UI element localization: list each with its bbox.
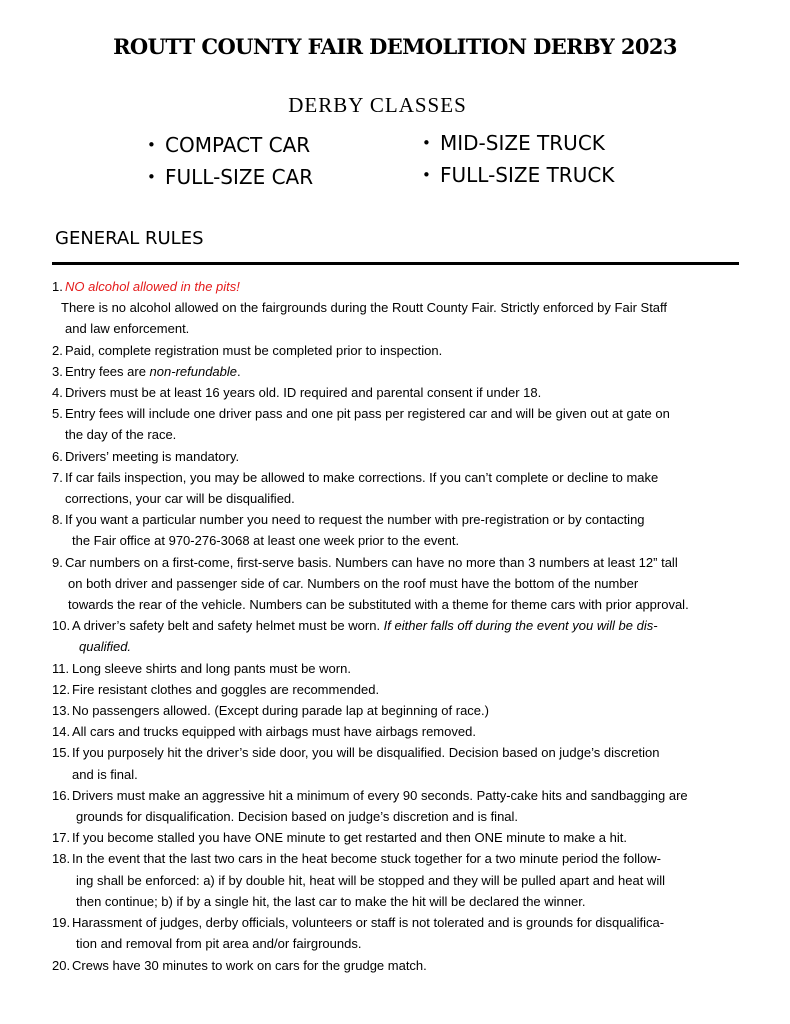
rule-number: 12. [52, 681, 71, 697]
rule-item [52, 403, 772, 445]
rule-text: If you purposely hit the driver’s side door, you will be disqualified. Decision based on judge’s discretion [72, 745, 660, 761]
rule-item [52, 340, 772, 361]
rule-number: 1. [52, 279, 63, 294]
rule-item [52, 721, 772, 742]
general-rules-heading: GENERAL RULES [55, 228, 204, 249]
rule-number: 13. [52, 703, 71, 719]
rule-item [52, 467, 772, 509]
rule-text: No passengers allowed. (Except during parade lap at beginning of race.) [72, 703, 489, 719]
rule-text: towards the rear of the vehicle. Numbers can be substituted with a theme for theme cars with prior approval. [68, 597, 689, 613]
rule-item [52, 615, 772, 657]
derby-class-item: • MID-SIZE TRUCK [422, 127, 614, 159]
rule-text: corrections, your car will be disqualified. [65, 491, 295, 507]
rule-text: and law enforcement. [65, 321, 190, 337]
rule-item [52, 955, 772, 976]
rule-text: Harassment of judges, derby officials, volunteers or staff is not tolerated and is grounds for disqualifica- [72, 915, 665, 931]
rule-number: 6. [52, 448, 63, 464]
rule-text: Crews have 30 minutes to work on cars for the grudge match. [72, 957, 427, 973]
rule-text: In the event that the last two cars in the heat become stuck together for a two minute period the follow- [72, 851, 661, 867]
rule-number: 7. [52, 469, 63, 485]
rule-text: and is final. [72, 766, 138, 782]
rule-text-part: Entry fees are [65, 363, 150, 379]
derby-class-item: • FULL-SIZE TRUCK [422, 159, 614, 191]
rule-number: 2. [52, 342, 63, 358]
section-divider [52, 262, 739, 265]
rule-item [52, 912, 772, 954]
rule-text: on both driver and passenger side of car. Numbers on the roof must have the bottom of the number [68, 575, 639, 591]
rule-item [52, 700, 772, 721]
rule-item [52, 361, 772, 382]
rule-text: Fire resistant clothes and goggles are recommended. [72, 681, 380, 697]
derby-classes-heading: DERBY CLASSES [288, 93, 467, 117]
rule-number: 17. [52, 830, 71, 846]
rule-emphasis: qualified. [79, 639, 132, 655]
rule-number: 16. [52, 787, 71, 803]
rule-number: 15. [52, 745, 71, 761]
rule-item [52, 827, 772, 848]
rule-item [52, 446, 772, 467]
rule-text [65, 361, 772, 382]
rule-text: Paid, complete registration must be completed prior to inspection. [65, 342, 443, 358]
rule-text: Drivers must make an aggressive hit a minimum of every 90 seconds. Patty-cake hits and sandbagging are [72, 787, 688, 803]
rule-emphasis: non-refundable [149, 363, 238, 379]
rule-number: 8. [52, 512, 63, 528]
rule-number: 20. [52, 957, 71, 973]
rule-text-part: . [237, 363, 241, 379]
rule-text: If you become stalled you have ONE minute to get restarted and then ONE minute to make a hit. [72, 830, 627, 846]
rule-text: If you want a particular number you need to request the number with pre-registration or by contacting [65, 512, 645, 528]
rule-number: 9. [52, 554, 63, 570]
rule-item [52, 679, 772, 700]
rules-list [52, 276, 772, 976]
rule-number: 5. [52, 406, 63, 422]
rule-text-part: A driver’s safety belt and safety helmet must be worn. [72, 618, 384, 634]
rule-item [52, 658, 772, 679]
rule-text: There is no alcohol allowed on the fairgrounds during the Routt County Fair. Strictly enforced by Fair Staff [61, 300, 668, 316]
rule-emphasis: If either falls off during the event you will be dis- [383, 618, 658, 634]
rule-text: Car numbers on a first-come, first-serve basis. Numbers can have no more than 3 numbers at least 12” tall [65, 554, 678, 570]
rule-text: All cars and trucks equipped with airbags must have airbags removed. [72, 724, 476, 740]
rule-item [52, 276, 772, 340]
derby-class-item: • FULL-SIZE CAR [147, 161, 313, 193]
rule-text: grounds for disqualification. Decision based on judge’s discretion and is final. [76, 809, 519, 825]
rule-item [52, 552, 772, 616]
rule-number: 14. [52, 724, 71, 740]
rule-number: 3. [52, 363, 63, 379]
document-title: ROUTT COUNTY FAIR DEMOLITION DERBY 2023 [113, 34, 677, 59]
rule-text: Long sleeve shirts and long pants must be worn. [72, 660, 351, 676]
rule-text: the day of the race. [65, 427, 177, 443]
rule-text: Drivers must be at least 16 years old. ID required and parental consent if under 18. [65, 385, 542, 401]
rule-text: If car fails inspection, you may be allowed to make corrections. If you can’t complete or decline to make [65, 469, 659, 485]
rule-number: 4. [52, 385, 63, 401]
rule-text: then continue; b) if by a single hit, the last car to make the hit will be declared the winner. [76, 893, 586, 909]
rule-number: 19. [52, 915, 71, 931]
rule-item [52, 848, 772, 912]
rule-number: 10. [52, 618, 71, 634]
rule-item [52, 382, 772, 403]
rule-item [52, 785, 772, 827]
rule-text: the Fair office at 970-276-3068 at least one week prior to the event. [72, 533, 460, 549]
derby-classes-left-list [147, 129, 313, 193]
rule-text: ing shall be enforced: a) if by double hit, heat will be stopped and they will be pulled apart and heat will [76, 872, 665, 888]
rule-text [72, 615, 772, 636]
rule-alert: NO alcohol allowed in the pits! [65, 279, 240, 294]
rule-number: 11. [52, 660, 70, 676]
rule-item [52, 509, 772, 551]
rule-text: Entry fees will include one driver pass and one pit pass per registered car and will be given out at gate on [65, 406, 670, 422]
derby-classes-right-list [422, 127, 614, 191]
rule-item [52, 742, 772, 784]
derby-class-item: • COMPACT CAR [147, 129, 313, 161]
rule-number: 18. [52, 851, 71, 867]
rule-text: tion and removal from pit area and/or fairgrounds. [76, 936, 362, 952]
rule-text: Drivers’ meeting is mandatory. [65, 448, 240, 464]
